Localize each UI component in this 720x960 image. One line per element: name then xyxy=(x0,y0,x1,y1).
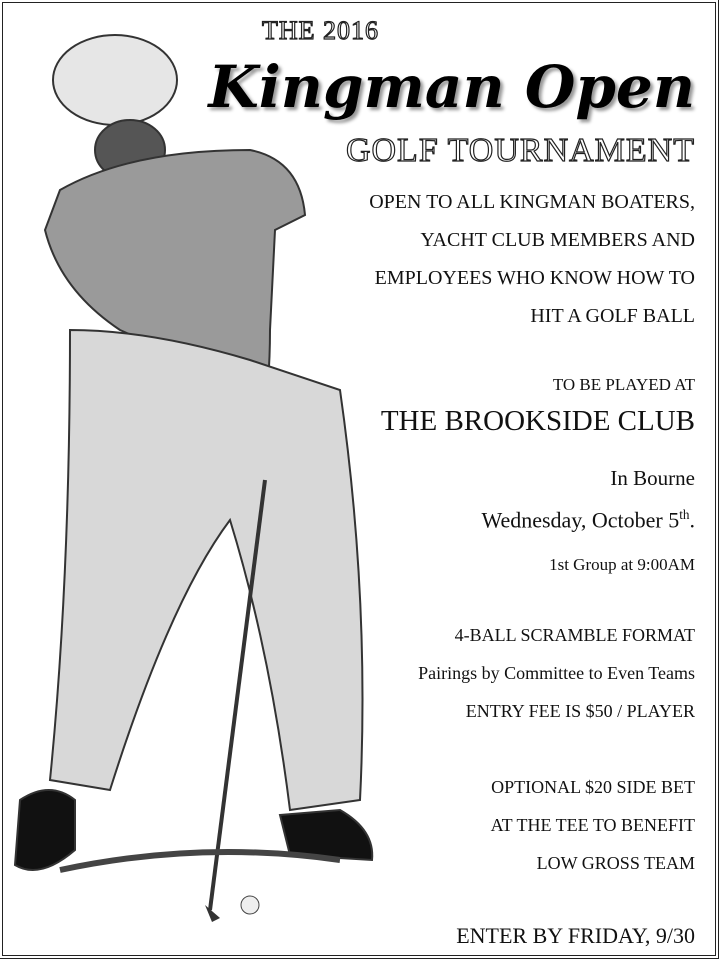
tee-time: 1st Group at 9:00AM xyxy=(549,555,695,574)
venue-name: THE BROOKSIDE CLUB xyxy=(380,405,695,437)
event-subtitle: GOLF TOURNAMENT xyxy=(345,132,695,169)
eligibility-line: OPEN TO ALL KINGMAN BOATERS, xyxy=(369,191,695,213)
side-bet-line: AT THE TEE TO BENEFIT xyxy=(490,815,695,835)
entry-fee: ENTRY FEE IS $50 / PLAYER xyxy=(465,701,695,721)
format-line: Pairings by Committee to Even Teams xyxy=(418,663,695,683)
entry-deadline: ENTER BY FRIDAY, 9/30 xyxy=(456,923,695,948)
event-date xyxy=(481,508,695,531)
venue-town: In Bourne xyxy=(610,466,695,490)
eligibility-line: EMPLOYEES WHO KNOW HOW TO xyxy=(374,267,695,289)
eligibility-line: HIT A GOLF BALL xyxy=(530,305,695,327)
event-title: Kingman Open xyxy=(208,53,695,121)
side-bet-line: LOW GROSS TEAM xyxy=(536,853,695,873)
side-bet-line: OPTIONAL $20 SIDE BET xyxy=(491,777,695,797)
date-text: Wednesday, October 5 xyxy=(481,507,680,533)
year-heading: THE 2016 xyxy=(262,16,380,45)
venue-intro: TO BE PLAYED AT xyxy=(552,375,695,394)
format-line: 4-BALL SCRAMBLE FORMAT xyxy=(454,625,695,645)
eligibility-line: YACHT CLUB MEMBERS AND xyxy=(420,229,695,251)
date-end: . xyxy=(689,507,695,533)
date-suffix: th xyxy=(679,507,690,522)
